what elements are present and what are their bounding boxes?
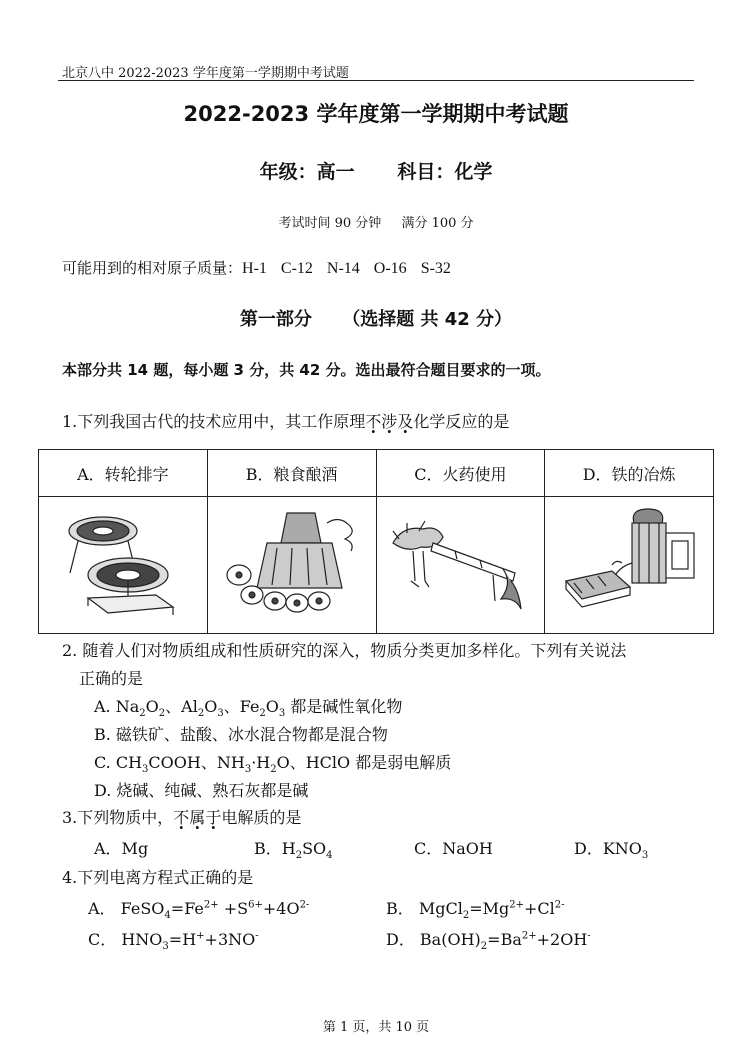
stem-text: 3.下列物质中， bbox=[62, 808, 174, 827]
part-name: 第一部分 bbox=[239, 309, 312, 330]
option-b-label: B．粮食酿酒 bbox=[207, 450, 376, 497]
question-4-option-d: D． $Ba(OH)_2=Ba^{2+}+2OH^-$ bbox=[386, 930, 591, 953]
question-3-option-d: D．$KNO_3$ bbox=[574, 839, 649, 862]
question-4-stem: 4.下列电离方程式正确的是 bbox=[62, 868, 254, 887]
emphasis-char: 属 bbox=[189, 808, 206, 827]
iron-smelting-furnace-icon bbox=[545, 497, 714, 634]
exam-subtitle bbox=[0, 157, 752, 184]
stem-text: 1.下列我国古代的技术应用中，其工作原理 bbox=[62, 412, 366, 431]
atomic-mass-value: C-12 bbox=[280, 260, 313, 277]
question-2-stem-line2: 正确的是 bbox=[79, 669, 144, 688]
atomic-mass-value: H-1 bbox=[242, 260, 267, 277]
atomic-mass-value: O-16 bbox=[373, 260, 407, 277]
option-a-label: A．转轮排字 bbox=[39, 450, 208, 497]
atomic-mass-label: 可能用到的相对原子质量： bbox=[62, 259, 243, 277]
question-2-stem-line1: 2. 随着人们对物质组成和性质研究的深入，物质分类更加多样化。下列有关说法 bbox=[62, 641, 627, 660]
option-c-label: C．火药使用 bbox=[376, 450, 545, 497]
emphasis-char: 于 bbox=[205, 808, 222, 827]
question-3-option-b: B．$H_2SO_4$ bbox=[254, 839, 333, 862]
atomic-mass-line bbox=[62, 257, 451, 278]
question-3-stem bbox=[62, 805, 301, 828]
exam-info bbox=[0, 212, 752, 231]
question-1-options-table bbox=[38, 449, 714, 634]
question-4-option-c: C． $HNO_3=H^++3NO^-$ bbox=[88, 930, 259, 953]
question-2-option-a: A. $Na_2O_2$、$Al_2O_3$、$Fe_2O_3$ 都是碱性氧化物 bbox=[94, 697, 403, 720]
grade-label: 年级：高一 bbox=[259, 161, 355, 183]
part-heading bbox=[0, 305, 752, 331]
instructions: 本部分共 14 题，每小题 3 分，共 42 分。选出最符合题目要求的一项。 bbox=[62, 361, 551, 379]
exam-score: 满分 100 分 bbox=[401, 216, 474, 231]
question-4-option-a: A． $FeSO_4=Fe^{2+} +S^{6+}+4O^{2-}$ bbox=[88, 899, 310, 922]
page-header: 北京八中 2022-2023 学年度第一学期期中考试题 bbox=[62, 66, 349, 81]
gunpowder-rocket-icon bbox=[376, 497, 545, 634]
rotary-type-wheel-icon bbox=[39, 497, 208, 634]
stem-text: 化学反应的是 bbox=[413, 412, 510, 431]
header-rule bbox=[58, 80, 694, 81]
exam-title: 2022-2023 学年度第一学期期中考试题 bbox=[183, 102, 569, 126]
exam-time: 考试时间 90 分钟 bbox=[278, 216, 382, 231]
emphasis-char: 及 bbox=[397, 412, 414, 431]
question-3-option-a: A．Mg bbox=[94, 839, 149, 858]
subject-label: 科目：化学 bbox=[397, 161, 493, 183]
atomic-mass-value: N-14 bbox=[326, 260, 360, 277]
question-1-stem bbox=[62, 409, 509, 432]
grain-wine-brewing-icon bbox=[207, 497, 376, 634]
question-3-option-c: C．NaOH bbox=[414, 839, 493, 858]
emphasis-char: 不 bbox=[173, 808, 190, 827]
emphasis-char: 不 bbox=[365, 412, 382, 431]
question-2-option-c: C. $CH_3COOH$、$NH_3\cdot H_2O$、HClO 都是弱电解质 bbox=[94, 753, 452, 776]
question-2-option-b: B. 磁铁矿、盐酸、冰水混合物都是混合物 bbox=[94, 725, 388, 744]
question-4-option-b: B． $MgCl_2=Mg^{2+}+Cl^{2-}$ bbox=[386, 899, 565, 922]
option-d-label: D．铁的冶炼 bbox=[545, 450, 714, 497]
atomic-mass-value: S-32 bbox=[420, 260, 451, 277]
page-footer: 第 1 页，共 10 页 bbox=[322, 1020, 430, 1035]
question-2-option-d: D. 烧碱、纯碱、熟石灰都是碱 bbox=[94, 781, 309, 800]
emphasis-char: 涉 bbox=[381, 412, 398, 431]
stem-text: 电解质的是 bbox=[221, 808, 302, 827]
part-desc: （选择题 共 42 分） bbox=[342, 309, 513, 330]
